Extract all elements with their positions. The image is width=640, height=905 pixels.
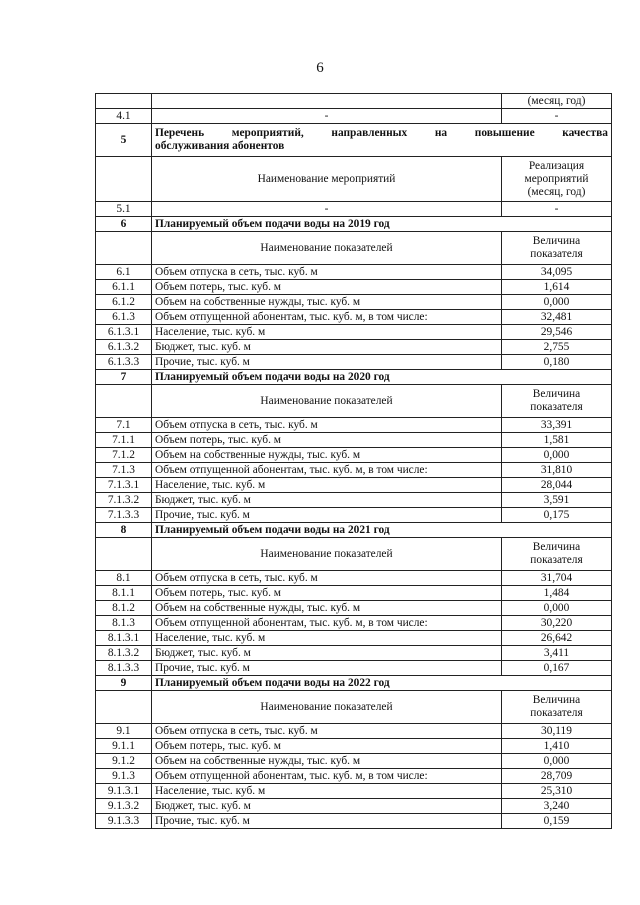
table-row bbox=[96, 109, 612, 124]
table-row bbox=[96, 571, 612, 586]
row-value: 3,411 bbox=[502, 646, 612, 661]
row-value: 0,000 bbox=[502, 754, 612, 769]
table-row bbox=[96, 340, 612, 355]
row-value: 25,310 bbox=[502, 784, 612, 799]
table-row bbox=[96, 325, 612, 340]
row-value: 0,159 bbox=[502, 814, 612, 829]
header-name: Наименование мероприятий bbox=[152, 157, 502, 202]
row-number: 6.1.2 bbox=[96, 295, 152, 310]
row-name: - bbox=[152, 202, 502, 217]
section-number: 6 bbox=[96, 217, 152, 232]
section-title-row bbox=[96, 124, 612, 157]
table-header-row bbox=[96, 691, 612, 724]
row-number: 7.1.3.2 bbox=[96, 493, 152, 508]
row-value: 0,000 bbox=[502, 448, 612, 463]
header-value bbox=[502, 385, 612, 418]
header-value bbox=[502, 232, 612, 265]
row-name: Объем отпущенной абонентам, тыс. куб. м, в том числе: bbox=[152, 310, 502, 325]
header-value-line-1: Реализация bbox=[528, 159, 585, 172]
row-number: 8.1.2 bbox=[96, 601, 152, 616]
row-number: 8.1.3.3 bbox=[96, 661, 152, 676]
row-number: 6.1 bbox=[96, 265, 152, 280]
table-header-row bbox=[96, 157, 612, 202]
table-row bbox=[96, 799, 612, 814]
header-name: Наименование показателей bbox=[152, 385, 502, 418]
header-name: Наименование показателей bbox=[152, 691, 502, 724]
row-number bbox=[96, 94, 152, 109]
table-row bbox=[96, 310, 612, 325]
row-name: Объем потерь, тыс. куб. м bbox=[152, 433, 502, 448]
table-row bbox=[96, 94, 612, 109]
row-name: Бюджет, тыс. куб. м bbox=[152, 799, 502, 814]
row-name: Прочие, тыс. куб. м bbox=[152, 508, 502, 523]
row-name: Население, тыс. куб. м bbox=[152, 631, 502, 646]
row-number: 6.1.3.1 bbox=[96, 325, 152, 340]
row-number: 7.1.3.3 bbox=[96, 508, 152, 523]
row-value: 31,810 bbox=[502, 463, 612, 478]
row-value: 29,546 bbox=[502, 325, 612, 340]
row-value: 0,000 bbox=[502, 295, 612, 310]
header-empty-cell bbox=[96, 157, 152, 202]
row-number: 5.1 bbox=[96, 202, 152, 217]
row-name: Объем на собственные нужды, тыс. куб. м bbox=[152, 448, 502, 463]
table-row bbox=[96, 646, 612, 661]
table-row bbox=[96, 724, 612, 739]
row-name: Бюджет, тыс. куб. м bbox=[152, 493, 502, 508]
row-number: 9.1.3.2 bbox=[96, 799, 152, 814]
row-number: 8.1.3 bbox=[96, 616, 152, 631]
row-name: Объем на собственные нужды, тыс. куб. м bbox=[152, 754, 502, 769]
row-value: 3,591 bbox=[502, 493, 612, 508]
table-row bbox=[96, 616, 612, 631]
row-value: 32,481 bbox=[502, 310, 612, 325]
row-value: 1,484 bbox=[502, 586, 612, 601]
section-title: Планируемый объем подачи воды на 2019 год bbox=[152, 217, 612, 232]
row-name: Бюджет, тыс. куб. м bbox=[152, 646, 502, 661]
row-name: Бюджет, тыс. куб. м bbox=[152, 340, 502, 355]
section-title-row bbox=[96, 676, 612, 691]
header-value-line-2: показателя bbox=[530, 248, 583, 260]
table-header-row bbox=[96, 232, 612, 265]
table-row bbox=[96, 448, 612, 463]
row-name: Население, тыс. куб. м bbox=[152, 784, 502, 799]
row-number: 8.1.1 bbox=[96, 586, 152, 601]
row-number: 9.1.3.1 bbox=[96, 784, 152, 799]
row-name bbox=[152, 94, 502, 109]
header-value-line-2: показателя bbox=[530, 554, 583, 566]
table-row bbox=[96, 418, 612, 433]
section-title-row bbox=[96, 217, 612, 232]
table-row bbox=[96, 769, 612, 784]
row-value: 30,119 bbox=[502, 724, 612, 739]
header-value-line-2: мероприятий bbox=[524, 172, 589, 185]
row-name: Прочие, тыс. куб. м bbox=[152, 355, 502, 370]
row-number: 7.1.1 bbox=[96, 433, 152, 448]
row-value: - bbox=[502, 202, 612, 217]
row-number: 4.1 bbox=[96, 109, 152, 124]
row-value: 3,240 bbox=[502, 799, 612, 814]
row-name: Население, тыс. куб. м bbox=[152, 478, 502, 493]
row-value: 34,095 bbox=[502, 265, 612, 280]
section-number: 7 bbox=[96, 370, 152, 385]
row-name: Объем отпуска в сеть, тыс. куб. м bbox=[152, 418, 502, 433]
row-name: Объем отпуска в сеть, тыс. куб. м bbox=[152, 571, 502, 586]
section-number: 5 bbox=[96, 124, 152, 157]
table-row bbox=[96, 493, 612, 508]
row-name: Объем потерь, тыс. куб. м bbox=[152, 739, 502, 754]
row-number: 8.1.3.2 bbox=[96, 646, 152, 661]
row-value: 1,410 bbox=[502, 739, 612, 754]
header-value-line-1: Величина bbox=[532, 388, 581, 400]
section-title: Планируемый объем подачи воды на 2022 год bbox=[152, 676, 612, 691]
table-row bbox=[96, 631, 612, 646]
table-row bbox=[96, 202, 612, 217]
section-title-row bbox=[96, 370, 612, 385]
row-value: 1,581 bbox=[502, 433, 612, 448]
section-number: 9 bbox=[96, 676, 152, 691]
header-value bbox=[502, 691, 612, 724]
row-name: Объем на собственные нужды, тыс. куб. м bbox=[152, 295, 502, 310]
table-header-row bbox=[96, 385, 612, 418]
row-name: Прочие, тыс. куб. м bbox=[152, 814, 502, 829]
header-empty-cell bbox=[96, 538, 152, 571]
table-row bbox=[96, 478, 612, 493]
table-row bbox=[96, 508, 612, 523]
row-value: 31,704 bbox=[502, 571, 612, 586]
row-number: 8.1.3.1 bbox=[96, 631, 152, 646]
section-title-line-1: Перечень мероприятий, направленных на повышение качества bbox=[155, 127, 608, 139]
row-number: 6.1.3.2 bbox=[96, 340, 152, 355]
water-supply-table bbox=[95, 93, 612, 829]
row-value: 0,180 bbox=[502, 355, 612, 370]
page-number: 6 bbox=[316, 60, 324, 76]
row-value: 2,755 bbox=[502, 340, 612, 355]
row-number: 6.1.1 bbox=[96, 280, 152, 295]
row-name: Население, тыс. куб. м bbox=[152, 325, 502, 340]
table-row bbox=[96, 661, 612, 676]
header-empty-cell bbox=[96, 691, 152, 724]
row-value: 1,614 bbox=[502, 280, 612, 295]
table-row bbox=[96, 586, 612, 601]
row-name: Объем отпущенной абонентам, тыс. куб. м, в том числе: bbox=[152, 769, 502, 784]
row-name: - bbox=[152, 109, 502, 124]
section-title: Планируемый объем подачи воды на 2020 год bbox=[152, 370, 612, 385]
row-number: 8.1 bbox=[96, 571, 152, 586]
row-value: 30,220 bbox=[502, 616, 612, 631]
row-value: 0,167 bbox=[502, 661, 612, 676]
row-value: 0,175 bbox=[502, 508, 612, 523]
header-value bbox=[502, 157, 612, 202]
table-row bbox=[96, 280, 612, 295]
row-number: 7.1 bbox=[96, 418, 152, 433]
header-value-line-1: Величина bbox=[532, 235, 581, 247]
row-name: Объем потерь, тыс. куб. м bbox=[152, 280, 502, 295]
row-number: 7.1.3 bbox=[96, 463, 152, 478]
row-number: 6.1.3 bbox=[96, 310, 152, 325]
header-name: Наименование показателей bbox=[152, 538, 502, 571]
row-name: Прочие, тыс. куб. м bbox=[152, 661, 502, 676]
table-row bbox=[96, 265, 612, 280]
section-number: 8 bbox=[96, 523, 152, 538]
section-title-row bbox=[96, 523, 612, 538]
table-row bbox=[96, 784, 612, 799]
header-name: Наименование показателей bbox=[152, 232, 502, 265]
row-value: (месяц, год) bbox=[502, 94, 612, 109]
row-number: 6.1.3.3 bbox=[96, 355, 152, 370]
row-value: 26,642 bbox=[502, 631, 612, 646]
header-value-line-3: (месяц, год) bbox=[527, 185, 586, 198]
table-row bbox=[96, 295, 612, 310]
section-title: Планируемый объем подачи воды на 2021 год bbox=[152, 523, 612, 538]
row-number: 9.1.1 bbox=[96, 739, 152, 754]
row-name: Объем отпуска в сеть, тыс. куб. м bbox=[152, 265, 502, 280]
row-value: 28,709 bbox=[502, 769, 612, 784]
row-name: Объем потерь, тыс. куб. м bbox=[152, 586, 502, 601]
row-value: 0,000 bbox=[502, 601, 612, 616]
row-name: Объем отпущенной абонентам, тыс. куб. м, в том числе: bbox=[152, 616, 502, 631]
table-row bbox=[96, 601, 612, 616]
table-row bbox=[96, 814, 612, 829]
row-value: 28,044 bbox=[502, 478, 612, 493]
header-value-line-1: Величина bbox=[532, 541, 581, 553]
section-title-line-2: обслуживания абонентов bbox=[155, 140, 285, 152]
table-row bbox=[96, 355, 612, 370]
header-empty-cell bbox=[96, 385, 152, 418]
row-value: - bbox=[502, 109, 612, 124]
row-number: 7.1.3.1 bbox=[96, 478, 152, 493]
header-value-line-1: Величина bbox=[532, 694, 581, 706]
row-name: Объем на собственные нужды, тыс. куб. м bbox=[152, 601, 502, 616]
row-name: Объем отпуска в сеть, тыс. куб. м bbox=[152, 724, 502, 739]
section-title bbox=[152, 124, 612, 157]
table-header-row bbox=[96, 538, 612, 571]
table-row bbox=[96, 754, 612, 769]
row-number: 9.1 bbox=[96, 724, 152, 739]
header-empty-cell bbox=[96, 232, 152, 265]
row-number: 9.1.3.3 bbox=[96, 814, 152, 829]
header-value bbox=[502, 538, 612, 571]
row-name: Объем отпущенной абонентам, тыс. куб. м, в том числе: bbox=[152, 463, 502, 478]
row-number: 9.1.3 bbox=[96, 769, 152, 784]
header-value-line-2: показателя bbox=[530, 401, 583, 413]
row-number: 9.1.2 bbox=[96, 754, 152, 769]
table-row bbox=[96, 433, 612, 448]
row-number: 7.1.2 bbox=[96, 448, 152, 463]
header-value-line-2: показателя bbox=[530, 707, 583, 719]
table-row bbox=[96, 463, 612, 478]
row-value: 33,391 bbox=[502, 418, 612, 433]
table-row bbox=[96, 739, 612, 754]
